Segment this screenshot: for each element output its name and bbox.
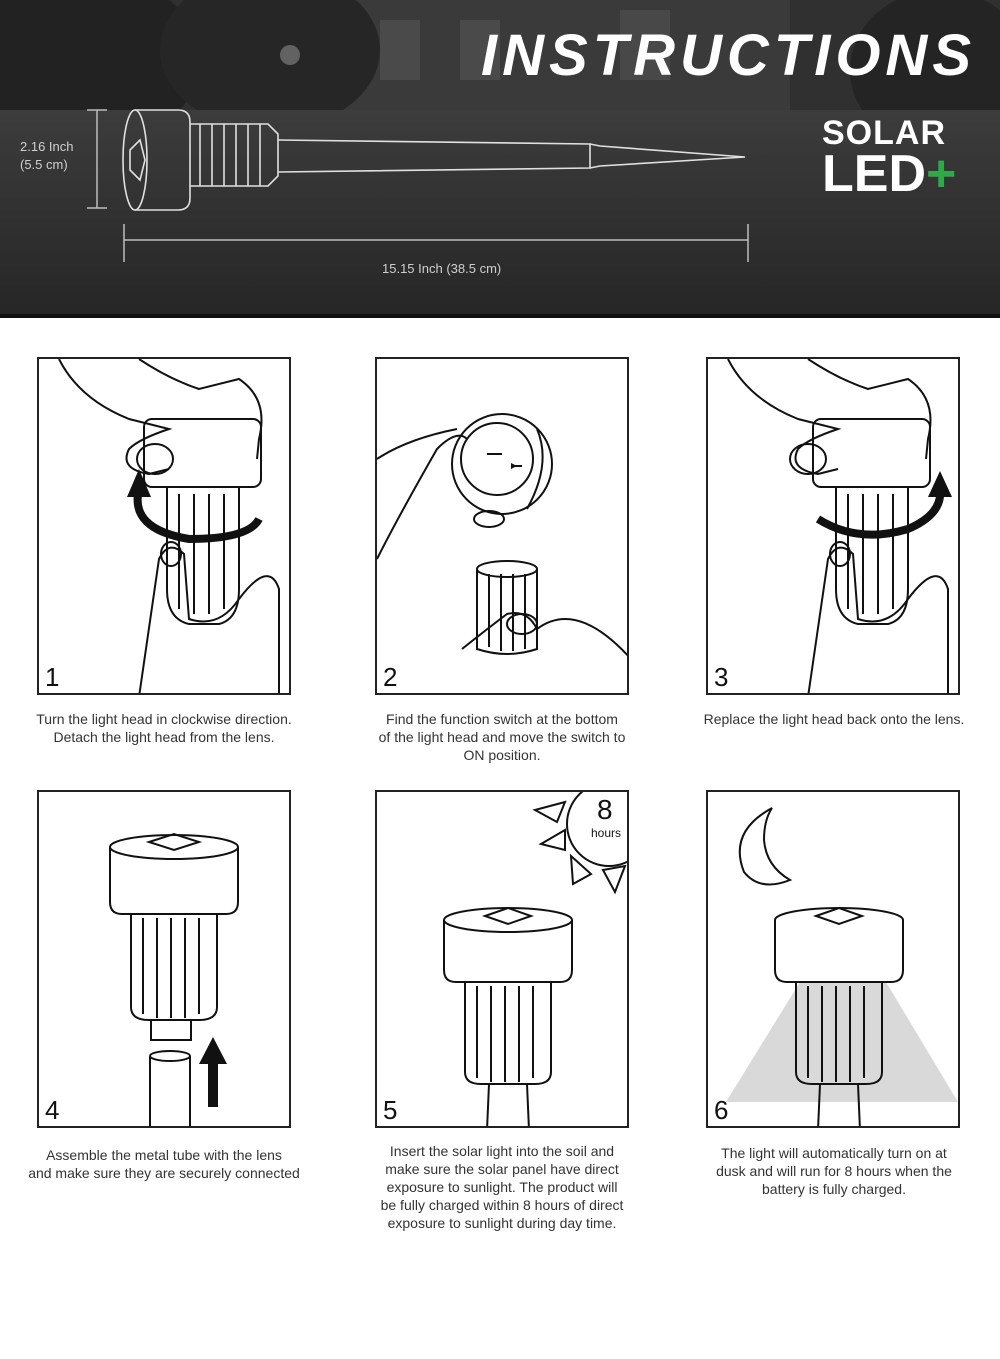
step-3-panel [706, 357, 960, 695]
step-number: 4 [45, 1095, 60, 1125]
height-inch: 2.16 Inch [20, 139, 74, 154]
step-1-illustration [39, 359, 291, 695]
step-1-panel [37, 357, 291, 695]
step-4-panel [37, 790, 291, 1128]
step-number: 3 [714, 662, 729, 692]
length-dimension-label: 15.15 Inch (38.5 cm) [382, 261, 502, 276]
step-5-caption [358, 1142, 646, 1232]
header-banner [0, 0, 1000, 318]
brand-solar-text: SOLAR [822, 114, 946, 152]
caption-line: Turn the light head in clockwise direction. [36, 711, 292, 727]
step-number: 6 [714, 1095, 729, 1125]
step-2-illustration [377, 359, 629, 695]
caption-line: ON position. [463, 747, 541, 763]
caption-line: Replace the light head back onto the lens. [703, 711, 965, 727]
step-4-illustration [39, 792, 291, 1128]
caption-line: battery is fully charged. [762, 1181, 906, 1197]
page-title: INSTRUCTIONS [481, 23, 976, 88]
moon-icon [740, 808, 790, 885]
step-3-caption [690, 710, 978, 728]
step-6-illustration [708, 792, 960, 1128]
brand-led-text [822, 145, 957, 203]
step-number: 5 [383, 1095, 398, 1125]
brand-led-word: LED [822, 145, 926, 203]
caption-line: be fully charged within 8 hours of direct [380, 1197, 624, 1213]
step-6-panel [706, 790, 960, 1128]
step-6-caption [690, 1144, 978, 1198]
step-3-illustration [708, 359, 960, 695]
sun-hours-label: hours [591, 826, 622, 840]
caption-line: exposure to sunlight. The product will [386, 1179, 618, 1195]
sun-ray [541, 830, 565, 850]
caption-line: make sure the solar panel have direct [385, 1161, 619, 1177]
step-2-caption [358, 710, 646, 764]
caption-line: Find the function switch at the bottom [386, 711, 618, 727]
step-1-caption [20, 710, 308, 746]
sun-ray [535, 802, 565, 822]
step-number: 2 [383, 662, 398, 692]
sun-hours-number: 8 [597, 794, 613, 825]
step-5-panel [375, 790, 629, 1128]
step-2-panel [375, 357, 629, 695]
sun-ray [603, 866, 625, 892]
caption-line: exposure to sunlight during day time. [387, 1215, 617, 1231]
caption-line: of the light head and move the switch to [378, 729, 626, 745]
caption-line: Assemble the metal tube with the lens [46, 1147, 282, 1163]
caption-line: The light will automatically turn on at [721, 1145, 947, 1161]
caption-line: Detach the light head from the lens. [53, 729, 275, 745]
caption-line: and make sure they are securely connected [28, 1165, 300, 1181]
step-number: 1 [45, 662, 60, 692]
step-5-illustration [377, 792, 629, 1128]
step-4-caption [10, 1146, 318, 1182]
caption-line: Insert the solar light into the soil and [389, 1143, 615, 1159]
height-dimension-label [20, 138, 74, 174]
height-cm: (5.5 cm) [20, 157, 68, 172]
brand-logo [822, 114, 957, 203]
caption-line: dusk and will run for 8 hours when the [716, 1163, 952, 1179]
brand-plus-icon: + [926, 145, 957, 203]
